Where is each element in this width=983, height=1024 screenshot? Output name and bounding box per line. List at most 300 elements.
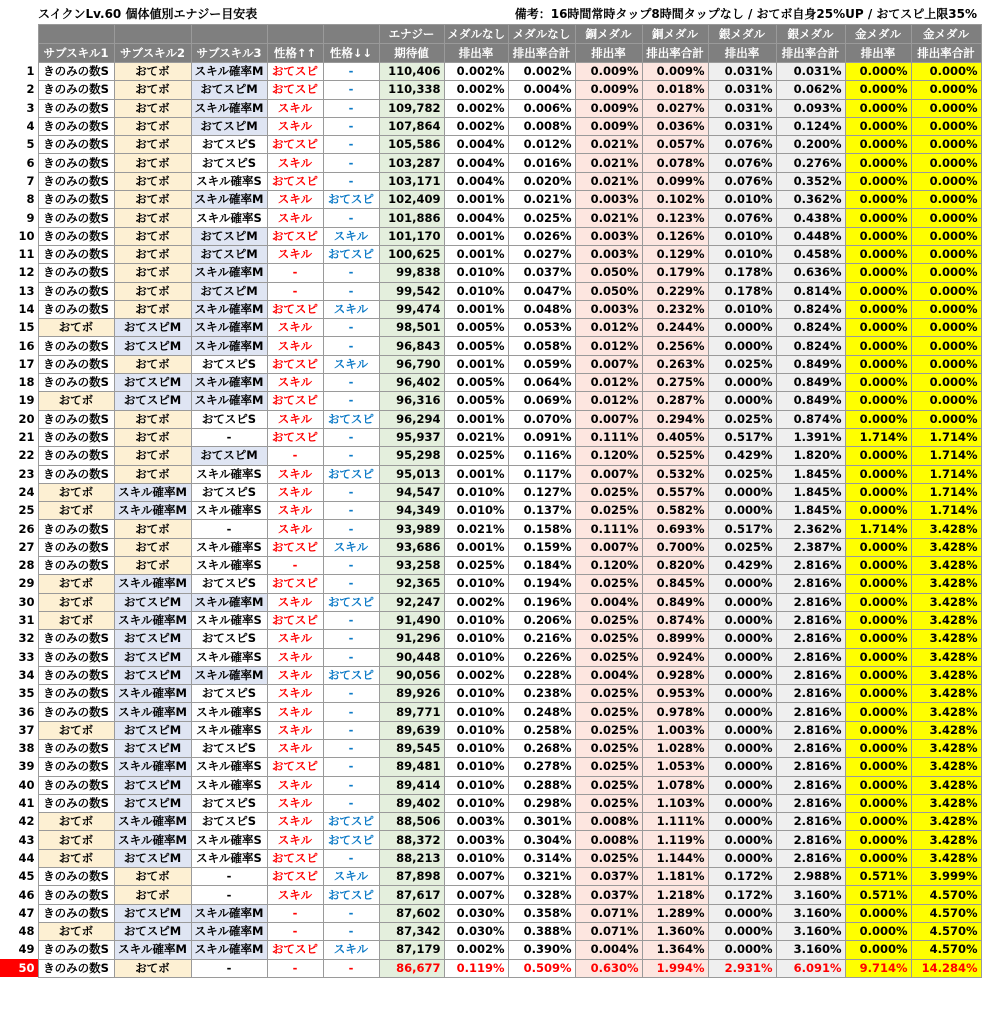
cell-up: おてスピ — [267, 538, 323, 556]
header-cell-silver_rate-top: 銀メダル — [708, 25, 776, 44]
cell-gold_cum: 0.000% — [911, 282, 981, 300]
cell-up: - — [267, 922, 323, 940]
cell-sub1: きのみの数S — [38, 355, 114, 373]
cell-none_cum: 0.196% — [508, 593, 575, 611]
cell-none_rate: 0.001% — [444, 227, 508, 245]
cell-down: - — [323, 264, 379, 282]
cell-sub3: - — [191, 886, 267, 904]
cell-gold_cum: 0.000% — [911, 355, 981, 373]
table-row — [0, 611, 981, 629]
cell-gold_rate: 0.000% — [845, 794, 911, 812]
table-row — [0, 410, 981, 428]
cell-no: 28 — [0, 557, 38, 575]
cell-none_cum: 0.027% — [508, 245, 575, 263]
cell-none_cum: 0.064% — [508, 374, 575, 392]
cell-bronze_cum: 0.693% — [642, 520, 708, 538]
cell-no: 41 — [0, 794, 38, 812]
table-row — [0, 374, 981, 392]
cell-up: スキル — [267, 337, 323, 355]
cell-silver_cum: 2.816% — [776, 739, 845, 757]
cell-silver_rate: 0.000% — [708, 721, 776, 739]
cell-silver_cum: 0.062% — [776, 81, 845, 99]
table-row — [0, 483, 981, 501]
cell-none_cum: 0.206% — [508, 611, 575, 629]
cell-sub1: きのみの数S — [38, 81, 114, 99]
cell-bronze_rate: 0.050% — [575, 282, 642, 300]
header-cell-sub3-top — [191, 25, 267, 44]
cell-gold_cum: 0.000% — [911, 392, 981, 410]
cell-none_cum: 0.137% — [508, 502, 575, 520]
cell-gold_rate: 0.000% — [845, 575, 911, 593]
cell-none_cum: 0.091% — [508, 428, 575, 446]
cell-silver_cum: 3.160% — [776, 922, 845, 940]
cell-none_rate: 0.002% — [444, 941, 508, 959]
cell-none_cum: 0.021% — [508, 191, 575, 209]
table-body — [0, 63, 981, 978]
cell-bronze_cum: 0.820% — [642, 557, 708, 575]
cell-energy: 96,843 — [379, 337, 444, 355]
cell-bronze_rate: 0.021% — [575, 154, 642, 172]
cell-gold_rate: 0.000% — [845, 245, 911, 263]
cell-gold_cum: 3.428% — [911, 575, 981, 593]
header-cell-sub2-top — [114, 25, 191, 44]
cell-bronze_rate: 0.003% — [575, 300, 642, 318]
cell-up: おてスピ — [267, 868, 323, 886]
cell-gold_cum: 3.428% — [911, 557, 981, 575]
header-cell-bronze_rate-top: 銅メダル — [575, 25, 642, 44]
cell-down: - — [323, 739, 379, 757]
cell-silver_rate: 0.000% — [708, 776, 776, 794]
cell-gold_rate: 0.000% — [845, 666, 911, 684]
cell-sub3: おてスピS — [191, 739, 267, 757]
table-row — [0, 575, 981, 593]
cell-energy: 88,213 — [379, 849, 444, 867]
header-cell-silver_cum-top: 銀メダル — [776, 25, 845, 44]
cell-gold_rate: 0.000% — [845, 776, 911, 794]
cell-bronze_cum: 1.078% — [642, 776, 708, 794]
cell-down: おてスピ — [323, 191, 379, 209]
header-cell-bronze_rate-bottom: 排出率 — [575, 44, 642, 63]
cell-silver_rate: 0.031% — [708, 63, 776, 81]
cell-silver_cum: 2.816% — [776, 666, 845, 684]
header-cell-none_rate-bottom: 排出率 — [444, 44, 508, 63]
cell-silver_cum: 2.988% — [776, 868, 845, 886]
cell-bronze_cum: 1.103% — [642, 794, 708, 812]
cell-bronze_rate: 0.037% — [575, 868, 642, 886]
cell-no: 42 — [0, 813, 38, 831]
cell-bronze_cum: 0.845% — [642, 575, 708, 593]
cell-bronze_cum: 0.057% — [642, 136, 708, 154]
cell-none_rate: 0.002% — [444, 81, 508, 99]
cell-sub3: スキル確率M — [191, 666, 267, 684]
cell-gold_cum: 0.000% — [911, 172, 981, 190]
cell-down: スキル — [323, 300, 379, 318]
cell-gold_rate: 0.000% — [845, 739, 911, 757]
cell-gold_rate: 0.000% — [845, 355, 911, 373]
cell-none_cum: 0.012% — [508, 136, 575, 154]
cell-no: 30 — [0, 593, 38, 611]
cell-silver_cum: 2.816% — [776, 611, 845, 629]
cell-bronze_rate: 0.025% — [575, 630, 642, 648]
cell-silver_rate: 0.010% — [708, 191, 776, 209]
cell-none_cum: 0.238% — [508, 685, 575, 703]
cell-none_rate: 0.010% — [444, 630, 508, 648]
cell-gold_cum: 3.428% — [911, 666, 981, 684]
cell-sub3: スキル確率M — [191, 922, 267, 940]
cell-none_rate: 0.010% — [444, 282, 508, 300]
cell-sub2: おてスピM — [114, 648, 191, 666]
cell-gold_cum: 3.428% — [911, 593, 981, 611]
cell-up: おてスピ — [267, 63, 323, 81]
cell-sub2: おてスピM — [114, 922, 191, 940]
cell-sub2: おてボ — [114, 447, 191, 465]
cell-none_rate: 0.010% — [444, 648, 508, 666]
table-row — [0, 355, 981, 373]
cell-none_rate: 0.021% — [444, 428, 508, 446]
cell-down: - — [323, 849, 379, 867]
cell-gold_cum: 3.428% — [911, 648, 981, 666]
cell-down: - — [323, 922, 379, 940]
cell-sub2: おてボ — [114, 264, 191, 282]
cell-sub2: おてボ — [114, 428, 191, 446]
header-cell-up-bottom: 性格↑↑ — [267, 44, 323, 63]
cell-silver_cum: 2.816% — [776, 776, 845, 794]
cell-sub1: きのみの数S — [38, 63, 114, 81]
cell-up: おてスピ — [267, 300, 323, 318]
cell-silver_rate: 0.010% — [708, 245, 776, 263]
cell-down: - — [323, 172, 379, 190]
cell-down: スキル — [323, 538, 379, 556]
cell-gold_rate: 0.000% — [845, 630, 911, 648]
cell-gold_cum: 3.428% — [911, 630, 981, 648]
cell-none_cum: 0.026% — [508, 227, 575, 245]
cell-energy: 93,686 — [379, 538, 444, 556]
cell-gold_cum: 0.000% — [911, 63, 981, 81]
cell-bronze_rate: 0.012% — [575, 392, 642, 410]
header-cell-gold_rate-top: 金メダル — [845, 25, 911, 44]
cell-no: 16 — [0, 337, 38, 355]
cell-gold_rate: 9.714% — [845, 959, 911, 977]
cell-none_rate: 0.001% — [444, 191, 508, 209]
cell-bronze_rate: 0.025% — [575, 575, 642, 593]
cell-bronze_cum: 0.078% — [642, 154, 708, 172]
cell-down: - — [323, 575, 379, 593]
cell-bronze_cum: 0.244% — [642, 319, 708, 337]
cell-gold_rate: 1.714% — [845, 520, 911, 538]
cell-no: 47 — [0, 904, 38, 922]
cell-none_rate: 0.005% — [444, 319, 508, 337]
cell-bronze_cum: 0.102% — [642, 191, 708, 209]
cell-energy: 93,258 — [379, 557, 444, 575]
cell-silver_rate: 0.076% — [708, 154, 776, 172]
cell-energy: 103,171 — [379, 172, 444, 190]
cell-none_rate: 0.003% — [444, 831, 508, 849]
cell-none_rate: 0.010% — [444, 703, 508, 721]
cell-up: おてスピ — [267, 941, 323, 959]
cell-none_cum: 0.037% — [508, 264, 575, 282]
cell-bronze_cum: 0.275% — [642, 374, 708, 392]
cell-gold_rate: 0.000% — [845, 557, 911, 575]
cell-bronze_rate: 0.071% — [575, 922, 642, 940]
cell-sub2: おてスピM — [114, 721, 191, 739]
cell-none_cum: 0.388% — [508, 922, 575, 940]
cell-none_rate: 0.002% — [444, 99, 508, 117]
cell-down: おてスピ — [323, 410, 379, 428]
cell-down: おてスピ — [323, 465, 379, 483]
cell-bronze_rate: 0.021% — [575, 172, 642, 190]
cell-down: - — [323, 483, 379, 501]
cell-gold_rate: 0.571% — [845, 886, 911, 904]
cell-none_cum: 0.328% — [508, 886, 575, 904]
cell-sub2: おてボ — [114, 410, 191, 428]
cell-up: - — [267, 282, 323, 300]
cell-silver_rate: 0.076% — [708, 172, 776, 190]
header-cell-no-bottom — [0, 44, 38, 63]
header-cell-sub2-bottom: サブスキル2 — [114, 44, 191, 63]
cell-sub1: おてボ — [38, 831, 114, 849]
cell-silver_rate: 0.517% — [708, 520, 776, 538]
cell-silver_cum: 0.824% — [776, 319, 845, 337]
cell-bronze_rate: 0.025% — [575, 794, 642, 812]
cell-silver_cum: 2.816% — [776, 593, 845, 611]
table-row — [0, 703, 981, 721]
cell-bronze_cum: 0.256% — [642, 337, 708, 355]
cell-none_rate: 0.010% — [444, 758, 508, 776]
cell-silver_rate: 0.000% — [708, 813, 776, 831]
cell-sub3: スキル確率S — [191, 172, 267, 190]
cell-gold_rate: 0.000% — [845, 154, 911, 172]
cell-silver_rate: 0.000% — [708, 739, 776, 757]
cell-gold_rate: 0.000% — [845, 319, 911, 337]
cell-none_rate: 0.021% — [444, 520, 508, 538]
cell-bronze_cum: 0.525% — [642, 447, 708, 465]
cell-sub1: きのみの数S — [38, 557, 114, 575]
table-row — [0, 81, 981, 99]
cell-gold_rate: 0.000% — [845, 172, 911, 190]
cell-gold_cum: 4.570% — [911, 886, 981, 904]
cell-silver_cum: 2.816% — [776, 721, 845, 739]
cell-gold_cum: 1.714% — [911, 428, 981, 446]
cell-sub1: きのみの数S — [38, 337, 114, 355]
cell-silver_rate: 0.000% — [708, 648, 776, 666]
cell-sub3: おてスピS — [191, 794, 267, 812]
cell-sub2: スキル確率M — [114, 611, 191, 629]
cell-sub3: おてスピS — [191, 483, 267, 501]
cell-sub3: スキル確率M — [191, 191, 267, 209]
cell-bronze_cum: 1.053% — [642, 758, 708, 776]
cell-energy: 86,677 — [379, 959, 444, 977]
cell-up: おてスピ — [267, 575, 323, 593]
cell-silver_cum: 2.816% — [776, 831, 845, 849]
table-row — [0, 282, 981, 300]
cell-sub3: スキル確率M — [191, 337, 267, 355]
cell-sub3: - — [191, 959, 267, 977]
table-row — [0, 666, 981, 684]
cell-sub2: おてボ — [114, 209, 191, 227]
cell-none_rate: 0.010% — [444, 721, 508, 739]
cell-sub2: スキル確率M — [114, 941, 191, 959]
cell-gold_cum: 3.428% — [911, 538, 981, 556]
cell-up: スキル — [267, 245, 323, 263]
cell-energy: 88,372 — [379, 831, 444, 849]
cell-bronze_rate: 0.008% — [575, 813, 642, 831]
cell-up: スキル — [267, 794, 323, 812]
cell-no: 24 — [0, 483, 38, 501]
cell-sub2: おてボ — [114, 300, 191, 318]
header-cell-silver_rate-bottom: 排出率 — [708, 44, 776, 63]
cell-silver_cum: 0.636% — [776, 264, 845, 282]
cell-energy: 99,838 — [379, 264, 444, 282]
cell-down: - — [323, 502, 379, 520]
cell-sub3: スキル確率M — [191, 319, 267, 337]
cell-up: スキル — [267, 813, 323, 831]
cell-bronze_cum: 1.119% — [642, 831, 708, 849]
cell-no: 33 — [0, 648, 38, 666]
cell-energy: 102,409 — [379, 191, 444, 209]
cell-sub2: おてボ — [114, 245, 191, 263]
cell-bronze_rate: 0.111% — [575, 428, 642, 446]
cell-energy: 92,247 — [379, 593, 444, 611]
cell-down: - — [323, 63, 379, 81]
cell-silver_rate: 2.931% — [708, 959, 776, 977]
header-cell-sub1-bottom: サブスキル1 — [38, 44, 114, 63]
cell-sub3: おてスピM — [191, 227, 267, 245]
cell-down: スキル — [323, 227, 379, 245]
cell-none_cum: 0.070% — [508, 410, 575, 428]
cell-bronze_rate: 0.008% — [575, 831, 642, 849]
cell-no: 23 — [0, 465, 38, 483]
cell-none_rate: 0.001% — [444, 410, 508, 428]
cell-no: 32 — [0, 630, 38, 648]
table-row — [0, 739, 981, 757]
cell-up: スキル — [267, 721, 323, 739]
cell-silver_cum: 3.160% — [776, 941, 845, 959]
cell-none_cum: 0.058% — [508, 337, 575, 355]
cell-energy: 89,402 — [379, 794, 444, 812]
cell-energy: 96,402 — [379, 374, 444, 392]
cell-none_cum: 0.020% — [508, 172, 575, 190]
cell-silver_cum: 0.362% — [776, 191, 845, 209]
cell-no: 7 — [0, 172, 38, 190]
cell-down: - — [323, 776, 379, 794]
cell-no: 43 — [0, 831, 38, 849]
cell-sub3: スキル確率S — [191, 502, 267, 520]
cell-silver_cum: 2.816% — [776, 575, 845, 593]
cell-bronze_cum: 0.899% — [642, 630, 708, 648]
cell-none_cum: 0.016% — [508, 154, 575, 172]
cell-none_rate: 0.002% — [444, 666, 508, 684]
cell-gold_cum: 0.000% — [911, 154, 981, 172]
cell-bronze_cum: 0.123% — [642, 209, 708, 227]
header-cell-up-top — [267, 25, 323, 44]
cell-sub1: きのみの数S — [38, 666, 114, 684]
cell-up: スキル — [267, 99, 323, 117]
cell-gold_cum: 0.000% — [911, 191, 981, 209]
cell-gold_cum: 3.428% — [911, 813, 981, 831]
cell-sub2: おてボ — [114, 136, 191, 154]
cell-no: 26 — [0, 520, 38, 538]
cell-gold_rate: 0.000% — [845, 813, 911, 831]
cell-bronze_rate: 0.025% — [575, 703, 642, 721]
cell-sub3: - — [191, 520, 267, 538]
cell-sub1: きのみの数S — [38, 739, 114, 757]
cell-sub1: きのみの数S — [38, 758, 114, 776]
cell-no: 36 — [0, 703, 38, 721]
cell-none_cum: 0.258% — [508, 721, 575, 739]
cell-silver_rate: 0.000% — [708, 831, 776, 849]
cell-sub2: おてスピM — [114, 392, 191, 410]
header-cell-bronze_cum-top: 銅メダル — [642, 25, 708, 44]
cell-bronze_rate: 0.007% — [575, 410, 642, 428]
cell-gold_cum: 4.570% — [911, 922, 981, 940]
cell-sub1: おてボ — [38, 922, 114, 940]
cell-silver_cum: 0.824% — [776, 300, 845, 318]
cell-gold_cum: 3.428% — [911, 721, 981, 739]
cell-none_cum: 0.226% — [508, 648, 575, 666]
cell-sub2: おてボ — [114, 520, 191, 538]
cell-none_rate: 0.010% — [444, 611, 508, 629]
cell-up: スキル — [267, 703, 323, 721]
header-cell-no-top — [0, 25, 38, 44]
cell-bronze_rate: 0.120% — [575, 447, 642, 465]
cell-no: 49 — [0, 941, 38, 959]
cell-sub2: おてボ — [114, 557, 191, 575]
cell-bronze_cum: 0.126% — [642, 227, 708, 245]
cell-sub2: スキル確率M — [114, 575, 191, 593]
cell-none_cum: 0.117% — [508, 465, 575, 483]
cell-down: - — [323, 520, 379, 538]
cell-gold_cum: 0.000% — [911, 300, 981, 318]
cell-sub1: きのみの数S — [38, 538, 114, 556]
cell-sub3: スキル確率S — [191, 758, 267, 776]
cell-bronze_rate: 0.025% — [575, 611, 642, 629]
table-row — [0, 557, 981, 575]
table-row — [0, 941, 981, 959]
table-header — [0, 25, 981, 63]
cell-energy: 99,474 — [379, 300, 444, 318]
cell-bronze_rate: 0.025% — [575, 483, 642, 501]
table-row — [0, 63, 981, 81]
table-row — [0, 300, 981, 318]
cell-gold_rate: 0.000% — [845, 374, 911, 392]
cell-none_cum: 0.228% — [508, 666, 575, 684]
cell-silver_rate: 0.000% — [708, 941, 776, 959]
cell-bronze_cum: 0.532% — [642, 465, 708, 483]
cell-silver_rate: 0.025% — [708, 465, 776, 483]
cell-bronze_rate: 0.025% — [575, 739, 642, 757]
cell-sub1: おてボ — [38, 483, 114, 501]
cell-bronze_cum: 1.181% — [642, 868, 708, 886]
header-cell-none_rate-top: メダルなし — [444, 25, 508, 44]
cell-no: 25 — [0, 502, 38, 520]
cell-sub2: スキル確率M — [114, 813, 191, 831]
cell-energy: 87,179 — [379, 941, 444, 959]
cell-none_rate: 0.010% — [444, 739, 508, 757]
table-row — [0, 813, 981, 831]
cell-bronze_cum: 0.928% — [642, 666, 708, 684]
cell-none_rate: 0.004% — [444, 172, 508, 190]
cell-bronze_rate: 0.025% — [575, 758, 642, 776]
cell-down: - — [323, 154, 379, 172]
cell-silver_rate: 0.031% — [708, 117, 776, 135]
cell-silver_cum: 0.200% — [776, 136, 845, 154]
cell-sub3: おてスピS — [191, 575, 267, 593]
cell-down: - — [323, 374, 379, 392]
cell-none_cum: 0.248% — [508, 703, 575, 721]
header-cell-gold_cum-top: 金メダル — [911, 25, 981, 44]
cell-energy: 96,316 — [379, 392, 444, 410]
cell-gold_rate: 0.000% — [845, 264, 911, 282]
